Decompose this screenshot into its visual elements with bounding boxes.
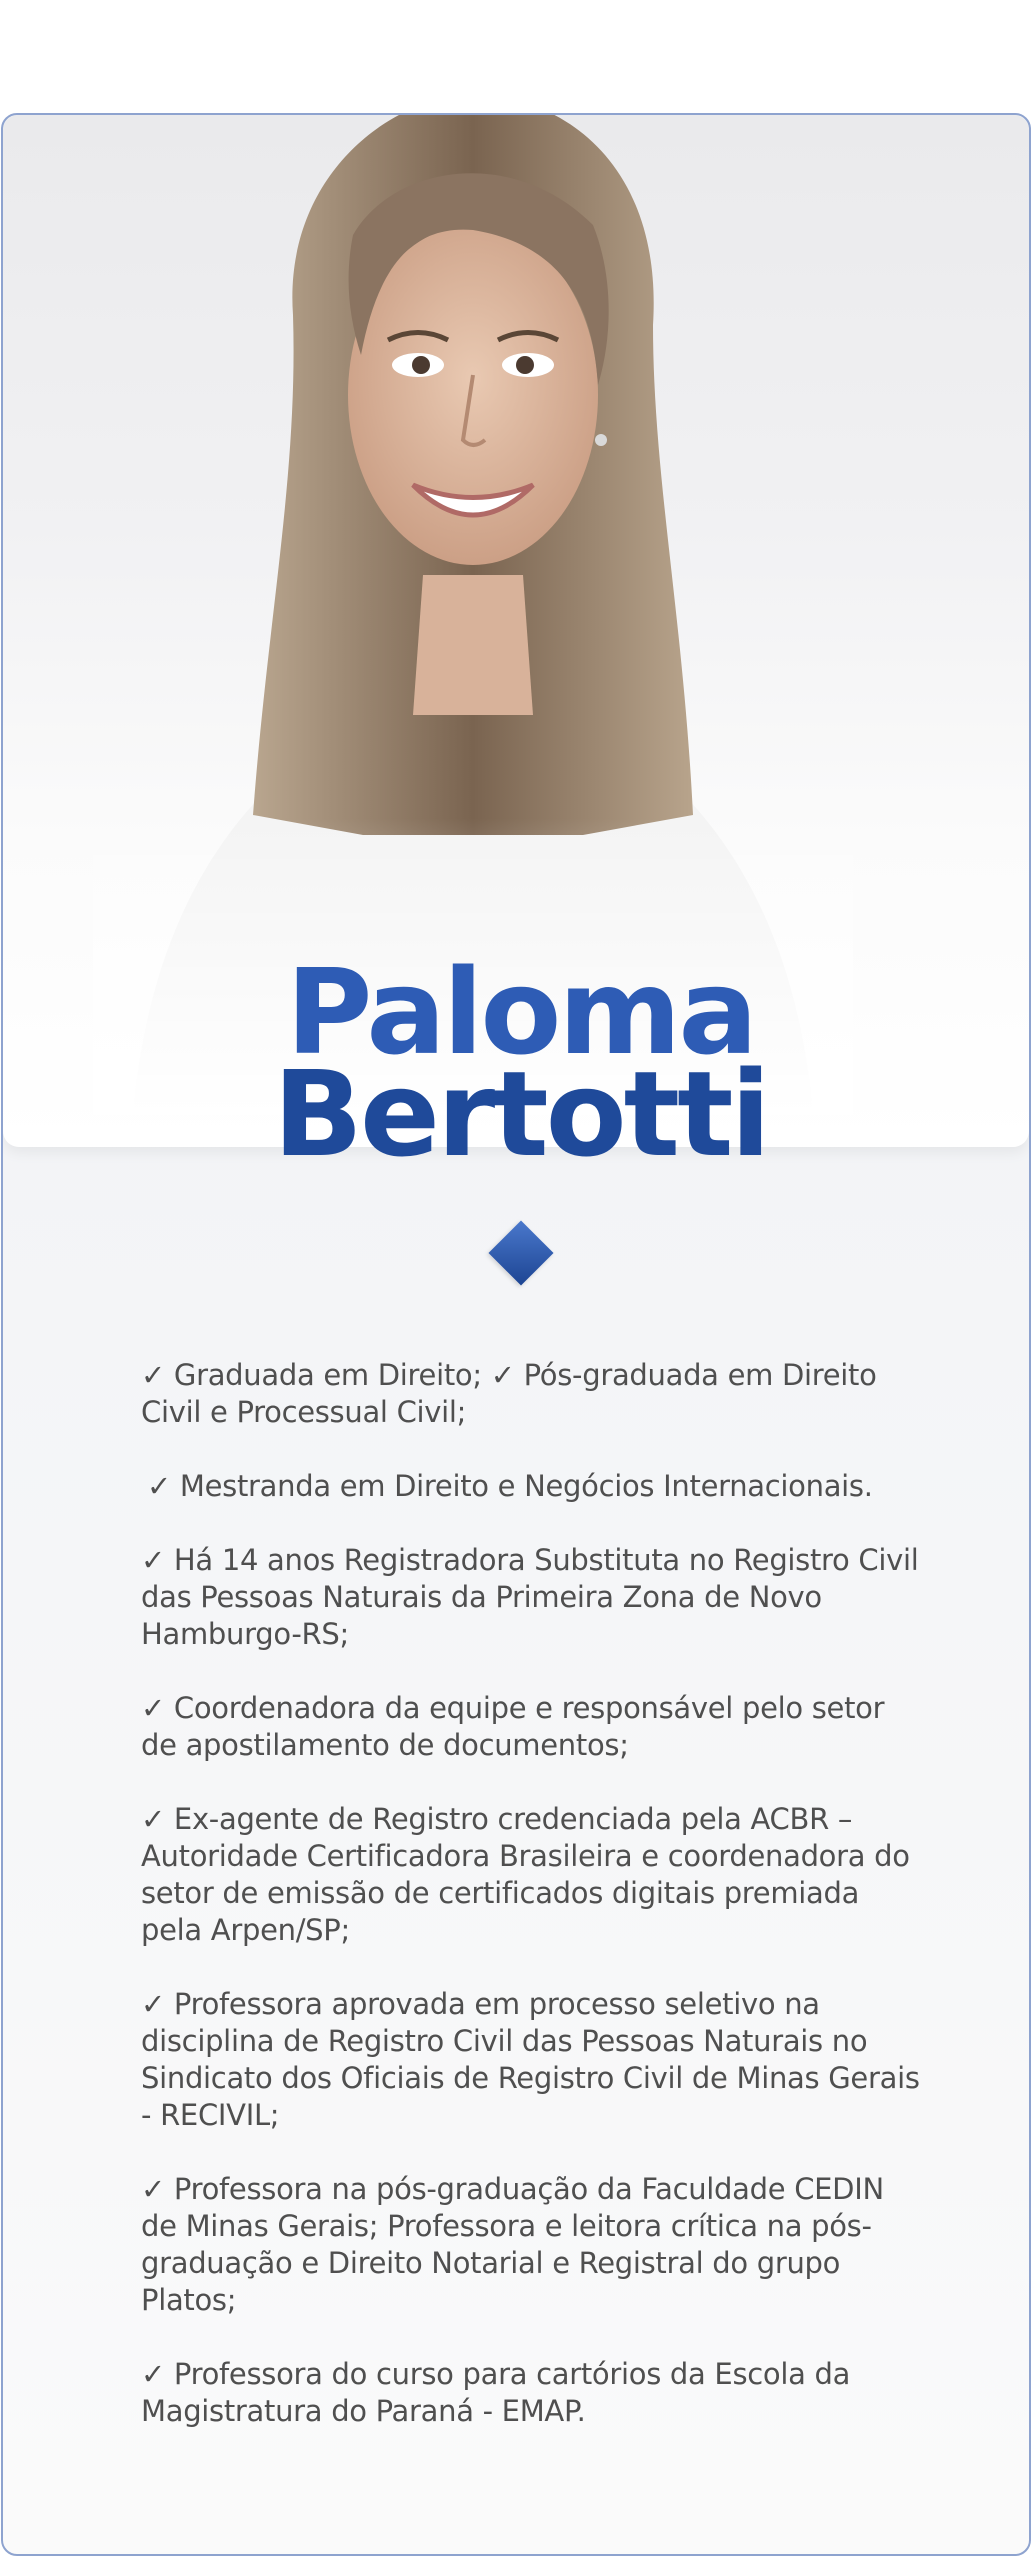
bio-item: ✓ Professora na pós-graduação da Faculdade CEDIN de Minas Gerais; Professora e leitora crítica na pós-graduação e Direito Notarial e Registral do grupo Platos; — [141, 2172, 884, 2317]
profile-first-name: Paloma — [285, 943, 756, 1081]
bio-item: ✓ Professora do curso para cartórios da Escola da Magistratura do Paraná - EMAP. — [141, 2357, 851, 2428]
profile-last-name: Bertotti — [273, 1045, 768, 1183]
bio-list — [141, 1357, 921, 2467]
profile-card — [1, 113, 1031, 2556]
bio-item: ✓ Coordenadora da equipe e responsável pelo setor de apostilamento de documentos; — [141, 1691, 885, 1762]
bio-item: ✓ Ex-agente de Registro credenciada pela ACBR – Autoridade Certificadora Brasileira e coordenadora do setor de emissão de certificados digitais premiada pela Arpen/SP; — [141, 1802, 910, 1947]
bio-item: ✓ Professora aprovada em processo seletivo na disciplina de Registro Civil das Pessoas Naturais no Sindicato dos Oficiais de Registro Civil de Minas Gerais - RECIVIL; — [141, 1987, 920, 2132]
bio-item: ✓ Há 14 anos Registradora Substituta no Registro Civil das Pessoas Naturais da Primeira Zona de Novo Hamburgo-RS; — [141, 1543, 919, 1651]
diamond-divider-icon — [488, 1220, 553, 1285]
bio-item: ✓ Mestranda em Direito e Negócios Internacionais. — [147, 1469, 873, 1503]
bio-item: ✓ Graduada em Direito; ✓ Pós-graduada em Direito Civil e Processual Civil; — [141, 1358, 877, 1429]
